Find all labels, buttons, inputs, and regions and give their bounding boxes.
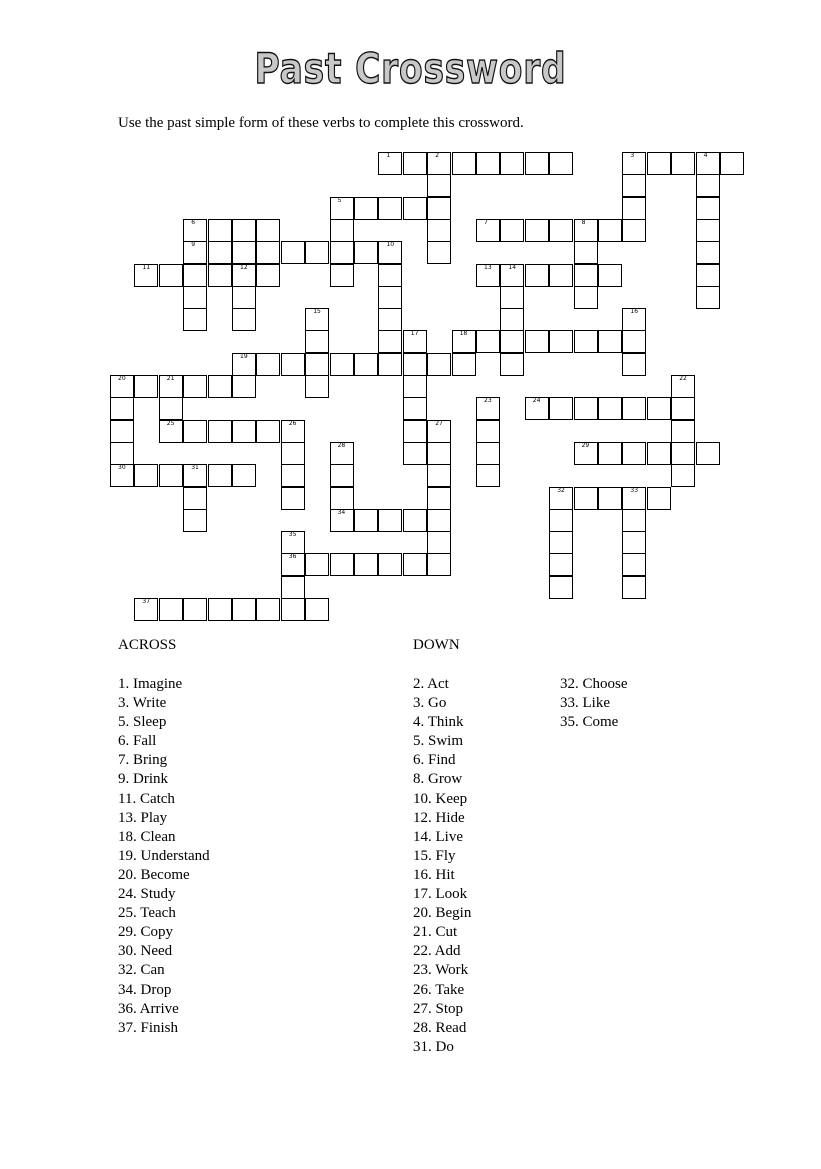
crossword-cell[interactable]: [232, 308, 256, 331]
crossword-cell[interactable]: [208, 464, 232, 487]
across-clue: 29. Copy: [118, 924, 174, 941]
across-clue: 19. Understand: [118, 847, 210, 864]
down-clue: 21. Cut: [413, 924, 458, 941]
down-clue: 20. Begin: [413, 905, 472, 922]
across-clue: 3. Write: [118, 695, 167, 712]
crossword-cell[interactable]: [183, 264, 207, 287]
crossword-cell[interactable]: [256, 264, 280, 287]
crossword-cell[interactable]: [622, 152, 646, 175]
crossword-cell[interactable]: [281, 241, 305, 264]
crossword-cell[interactable]: [598, 487, 622, 510]
across-clue: 37. Finish: [118, 1019, 179, 1036]
crossword-cell[interactable]: [696, 174, 720, 197]
crossword-cell[interactable]: [671, 464, 695, 487]
clue-number: 19: [240, 352, 248, 360]
crossword-cell[interactable]: [354, 509, 378, 532]
crossword-cell[interactable]: [671, 397, 695, 420]
crossword-cell[interactable]: [696, 286, 720, 309]
across-clue: 24. Study: [118, 886, 176, 903]
crossword-cell[interactable]: [622, 509, 646, 532]
crossword-cell[interactable]: [476, 442, 500, 465]
across-clue: 25. Teach: [118, 905, 176, 922]
crossword-cell[interactable]: [622, 576, 646, 599]
clue-number: 1: [386, 152, 391, 159]
down-clue: 10. Keep: [413, 790, 468, 807]
crossword-cell[interactable]: [281, 442, 305, 465]
down-clue: 32. Choose: [560, 676, 628, 692]
crossword-cell[interactable]: [720, 152, 744, 175]
crossword-cell[interactable]: [647, 442, 671, 465]
instructions: Use the past simple form of these verbs to complete this crossword.: [118, 115, 524, 131]
crossword-cell[interactable]: [305, 598, 329, 621]
down-clue: 8. Grow: [413, 771, 463, 788]
crossword-cell[interactable]: [281, 464, 305, 487]
crossword-cell[interactable]: [476, 330, 500, 353]
crossword-cell[interactable]: [427, 442, 451, 465]
clue-number: 24: [532, 397, 541, 405]
crossword-cell[interactable]: [696, 442, 720, 465]
down-clue: 2. Act: [413, 676, 449, 692]
crossword-cell[interactable]: [622, 330, 646, 353]
clue-number: 13: [484, 263, 492, 271]
crossword-cell[interactable]: [671, 152, 695, 175]
crossword-cell[interactable]: [549, 397, 573, 420]
crossword-cell[interactable]: [208, 375, 232, 398]
crossword-cell[interactable]: [183, 286, 207, 309]
crossword-cell[interactable]: [183, 219, 207, 242]
down-clue: 5. Swim: [413, 733, 464, 750]
clue-number: 27: [435, 419, 443, 427]
crossword-cell[interactable]: [452, 152, 476, 175]
crossword-cell[interactable]: [476, 464, 500, 487]
crossword-cell[interactable]: [647, 487, 671, 510]
crossword-cell[interactable]: [403, 420, 427, 443]
crossword-cell[interactable]: [574, 241, 598, 264]
crossword-cell[interactable]: [330, 241, 354, 264]
clue-number: 17: [410, 330, 419, 338]
crossword-cell[interactable]: [403, 152, 427, 175]
crossword-cell[interactable]: [330, 553, 354, 576]
crossword-cell[interactable]: [305, 353, 329, 376]
crossword-cell[interactable]: [232, 464, 256, 487]
crossword-cell[interactable]: [427, 464, 451, 487]
crossword-cell[interactable]: [696, 152, 720, 175]
crossword-cell[interactable]: [110, 420, 134, 443]
crossword-cell[interactable]: [574, 219, 598, 242]
crossword-cell[interactable]: [427, 219, 451, 242]
crossword-cell[interactable]: [549, 219, 573, 242]
clue-number: 5: [337, 196, 342, 204]
crossword-cell[interactable]: [403, 353, 427, 376]
crossword-cell[interactable]: [232, 241, 256, 264]
clue-number: 3: [630, 152, 635, 159]
crossword-cell[interactable]: [281, 353, 305, 376]
across-clue: 18. Clean: [118, 828, 176, 845]
across-clue: 5. Sleep: [118, 714, 167, 731]
crossword-cell[interactable]: [183, 375, 207, 398]
crossword-cell[interactable]: [256, 241, 280, 264]
crossword-cell[interactable]: [427, 353, 451, 376]
crossword-cell[interactable]: [232, 598, 256, 621]
down-clue-list-continued: [560, 675, 628, 732]
crossword-cell[interactable]: [647, 152, 671, 175]
crossword-cell[interactable]: [134, 464, 158, 487]
crossword-cell[interactable]: [549, 509, 573, 532]
clue-number: 14: [508, 263, 517, 271]
clue-number: 4: [703, 152, 708, 159]
crossword-cell[interactable]: [330, 264, 354, 287]
down-clue: 16. Hit: [413, 866, 455, 883]
crossword-cell[interactable]: [330, 464, 354, 487]
down-clue: 23. Work: [413, 962, 469, 979]
across-clue: 6. Fall: [118, 733, 157, 750]
crossword-cell[interactable]: [134, 375, 158, 398]
crossword-cell[interactable]: [403, 442, 427, 465]
clue-number: 9: [191, 241, 196, 249]
crossword-cell[interactable]: [305, 330, 329, 353]
crossword-cell[interactable]: [427, 531, 451, 554]
crossword-cell[interactable]: [574, 487, 598, 510]
crossword-cell[interactable]: [696, 264, 720, 287]
crossword-cell[interactable]: [378, 152, 402, 175]
crossword-cell[interactable]: [622, 174, 646, 197]
down-clue: 4. Think: [413, 714, 464, 731]
across-clue: 34. Drop: [118, 981, 172, 998]
crossword-cell[interactable]: [378, 264, 402, 287]
clue-number: 31: [191, 464, 199, 472]
crossword-cell[interactable]: [549, 531, 573, 554]
crossword-cell[interactable]: [622, 531, 646, 554]
crossword-cell[interactable]: [256, 420, 280, 443]
crossword-cell[interactable]: [330, 487, 354, 510]
crossword-cell[interactable]: [354, 241, 378, 264]
crossword-cell[interactable]: [403, 509, 427, 532]
clue-number: 21: [166, 375, 175, 382]
crossword-cell[interactable]: [647, 397, 671, 420]
down-clue: 3. Go: [413, 695, 447, 712]
crossword-cell[interactable]: [671, 420, 695, 443]
crossword-cell[interactable]: [696, 241, 720, 264]
clue-number: 10: [386, 241, 395, 249]
down-clue: 22. Add: [413, 943, 461, 960]
clue-number: 20: [118, 375, 126, 382]
down-clue: 14. Live: [413, 828, 463, 845]
crossword-cell[interactable]: [549, 576, 573, 599]
crossword-cell[interactable]: [208, 420, 232, 443]
down-clue: 35. Come: [560, 714, 619, 731]
clue-number: 34: [337, 508, 346, 516]
crossword-cell[interactable]: [403, 375, 427, 398]
crossword-cell[interactable]: [159, 464, 183, 487]
across-clue: 11. Catch: [118, 790, 175, 807]
crossword-cell[interactable]: [696, 219, 720, 242]
crossword-cell[interactable]: [622, 397, 646, 420]
crossword-cell[interactable]: [281, 487, 305, 510]
crossword-cell[interactable]: [330, 197, 354, 220]
across-clue-list: [118, 675, 210, 1038]
crossword-cell[interactable]: [330, 219, 354, 242]
crossword-cell[interactable]: [183, 241, 207, 264]
worksheet-title: Past Crossword: [254, 44, 567, 93]
clue-number: 12: [240, 263, 248, 271]
across-clue: 30. Need: [118, 943, 173, 960]
clue-number: 7: [484, 218, 488, 226]
crossword-cell[interactable]: [598, 219, 622, 242]
clue-number: 26: [288, 419, 297, 427]
crossword-cell[interactable]: [622, 219, 646, 242]
crossword-cell[interactable]: [525, 219, 549, 242]
crossword-cell[interactable]: [476, 420, 500, 443]
across-clue: 36. Arrive: [118, 1000, 179, 1017]
clue-number: 36: [288, 553, 297, 561]
crossword-cell[interactable]: [500, 353, 524, 376]
crossword-cell[interactable]: [208, 598, 232, 621]
crossword-cell[interactable]: [549, 553, 573, 576]
across-clue: 9. Drink: [118, 771, 168, 788]
crossword-cell[interactable]: [378, 286, 402, 309]
crossword-cell[interactable]: [256, 219, 280, 242]
crossword-cell[interactable]: [549, 152, 573, 175]
crossword-cell[interactable]: [281, 598, 305, 621]
down-clue: 33. Like: [560, 695, 610, 712]
across-clue: 7. Bring: [118, 752, 168, 769]
clue-number: 37: [142, 598, 151, 605]
crossword-cell[interactable]: [159, 397, 183, 420]
crossword-cell[interactable]: [598, 264, 622, 287]
crossword-cell[interactable]: [183, 598, 207, 621]
clue-number: 23: [484, 397, 492, 405]
down-clue: 6. Find: [413, 752, 456, 769]
crossword-cell[interactable]: [598, 330, 622, 353]
clue-number: 29: [581, 441, 590, 449]
crossword-cell[interactable]: [500, 308, 524, 331]
down-clue: 27. Stop: [413, 1000, 464, 1017]
across-clue: 32. Can: [118, 962, 165, 979]
crossword-cell[interactable]: [525, 330, 549, 353]
crossword-cell[interactable]: [208, 264, 232, 287]
crossword-cell[interactable]: [183, 487, 207, 510]
crossword-cell[interactable]: [354, 353, 378, 376]
crossword-cell[interactable]: [256, 353, 280, 376]
crossword-cell[interactable]: [622, 197, 646, 220]
crossword-cell[interactable]: [476, 152, 500, 175]
crossword-cell[interactable]: [427, 197, 451, 220]
clue-number: 8: [581, 218, 586, 226]
crossword-cell[interactable]: [110, 442, 134, 465]
crossword-cell[interactable]: [427, 174, 451, 197]
crossword-cell[interactable]: [476, 219, 500, 242]
crossword-cell[interactable]: [208, 219, 232, 242]
clue-number: 25: [166, 419, 175, 427]
crossword-cell[interactable]: [110, 397, 134, 420]
across-heading: ACROSS: [118, 637, 177, 653]
crossword-cell[interactable]: [500, 286, 524, 309]
clue-number: 33: [630, 486, 639, 494]
crossword-cell[interactable]: [232, 219, 256, 242]
crossword-cell[interactable]: [159, 264, 183, 287]
crossword-cell[interactable]: [183, 308, 207, 331]
crossword-cell[interactable]: [622, 553, 646, 576]
crossword-cell[interactable]: [574, 264, 598, 287]
crossword-cell[interactable]: [159, 598, 183, 621]
crossword-cell[interactable]: [525, 264, 549, 287]
crossword-cell[interactable]: [549, 264, 573, 287]
down-clue: 26. Take: [413, 981, 465, 998]
crossword-cell[interactable]: [500, 219, 524, 242]
crossword-cell[interactable]: [598, 442, 622, 465]
clue-number: 30: [118, 464, 126, 472]
crossword-cell[interactable]: [183, 509, 207, 532]
crossword-cell[interactable]: [403, 553, 427, 576]
crossword-cell[interactable]: [378, 197, 402, 220]
crossword-cell[interactable]: [500, 152, 524, 175]
down-heading: DOWN: [413, 637, 460, 653]
crossword-cell[interactable]: [232, 420, 256, 443]
clue-number: 2: [435, 152, 440, 159]
clue-number: 32: [557, 486, 565, 494]
crossword-cell[interactable]: [208, 241, 232, 264]
crossword-cell[interactable]: [427, 241, 451, 264]
crossword-cell[interactable]: [183, 420, 207, 443]
down-clue: 12. Hide: [413, 809, 465, 826]
clue-number: 35: [288, 531, 297, 539]
crossword-cell[interactable]: [598, 397, 622, 420]
crossword-cell[interactable]: [427, 152, 451, 175]
crossword-cell[interactable]: [427, 509, 451, 532]
crossword-cell[interactable]: [427, 553, 451, 576]
down-clue: 15. Fly: [413, 847, 456, 864]
across-clue: 13. Play: [118, 809, 168, 826]
crossword-cell[interactable]: [549, 330, 573, 353]
crossword-cell[interactable]: [574, 330, 598, 353]
crossword-cell[interactable]: [378, 553, 402, 576]
crossword-cell[interactable]: [452, 353, 476, 376]
clue-number: 18: [459, 330, 468, 338]
crossword-cell[interactable]: [403, 397, 427, 420]
crossword-cell[interactable]: [378, 509, 402, 532]
crossword-cell[interactable]: [305, 553, 329, 576]
crossword-cell[interactable]: [305, 375, 329, 398]
down-clue: 28. Read: [413, 1019, 467, 1036]
clue-number: 11: [142, 263, 151, 271]
crossword-cell[interactable]: [378, 308, 402, 331]
crossword-cell[interactable]: [232, 286, 256, 309]
clue-number: 22: [679, 375, 687, 382]
clue-number: 6: [191, 218, 196, 226]
down-clue-list: [413, 675, 471, 1057]
crossword-cell[interactable]: [622, 353, 646, 376]
crossword-cell[interactable]: [525, 152, 549, 175]
crossword-cell[interactable]: [574, 397, 598, 420]
crossword-cell[interactable]: [232, 375, 256, 398]
crossword-cell[interactable]: [403, 197, 427, 220]
across-clue: 1. Imagine: [118, 676, 183, 692]
crossword-cell[interactable]: [427, 487, 451, 510]
clue-number: 28: [337, 441, 346, 449]
crossword-cell[interactable]: [256, 598, 280, 621]
crossword-cell[interactable]: [696, 197, 720, 220]
crossword-cell[interactable]: [671, 442, 695, 465]
down-clue: 17. Look: [413, 886, 468, 903]
across-clue: 20. Become: [118, 866, 190, 883]
crossword-cell[interactable]: [330, 353, 354, 376]
crossword-cell[interactable]: [378, 330, 402, 353]
crossword-cell[interactable]: [574, 286, 598, 309]
crossword-cell[interactable]: [354, 197, 378, 220]
clue-number: 16: [630, 308, 639, 316]
down-clue: 31. Do: [413, 1038, 454, 1055]
crossword-cell[interactable]: [378, 353, 402, 376]
crossword-cell[interactable]: [354, 553, 378, 576]
crossword-cell[interactable]: [500, 330, 524, 353]
crossword-cell[interactable]: [305, 241, 329, 264]
crossword-cell[interactable]: [622, 442, 646, 465]
clue-number: 15: [313, 308, 321, 316]
crossword-cell[interactable]: [281, 576, 305, 599]
